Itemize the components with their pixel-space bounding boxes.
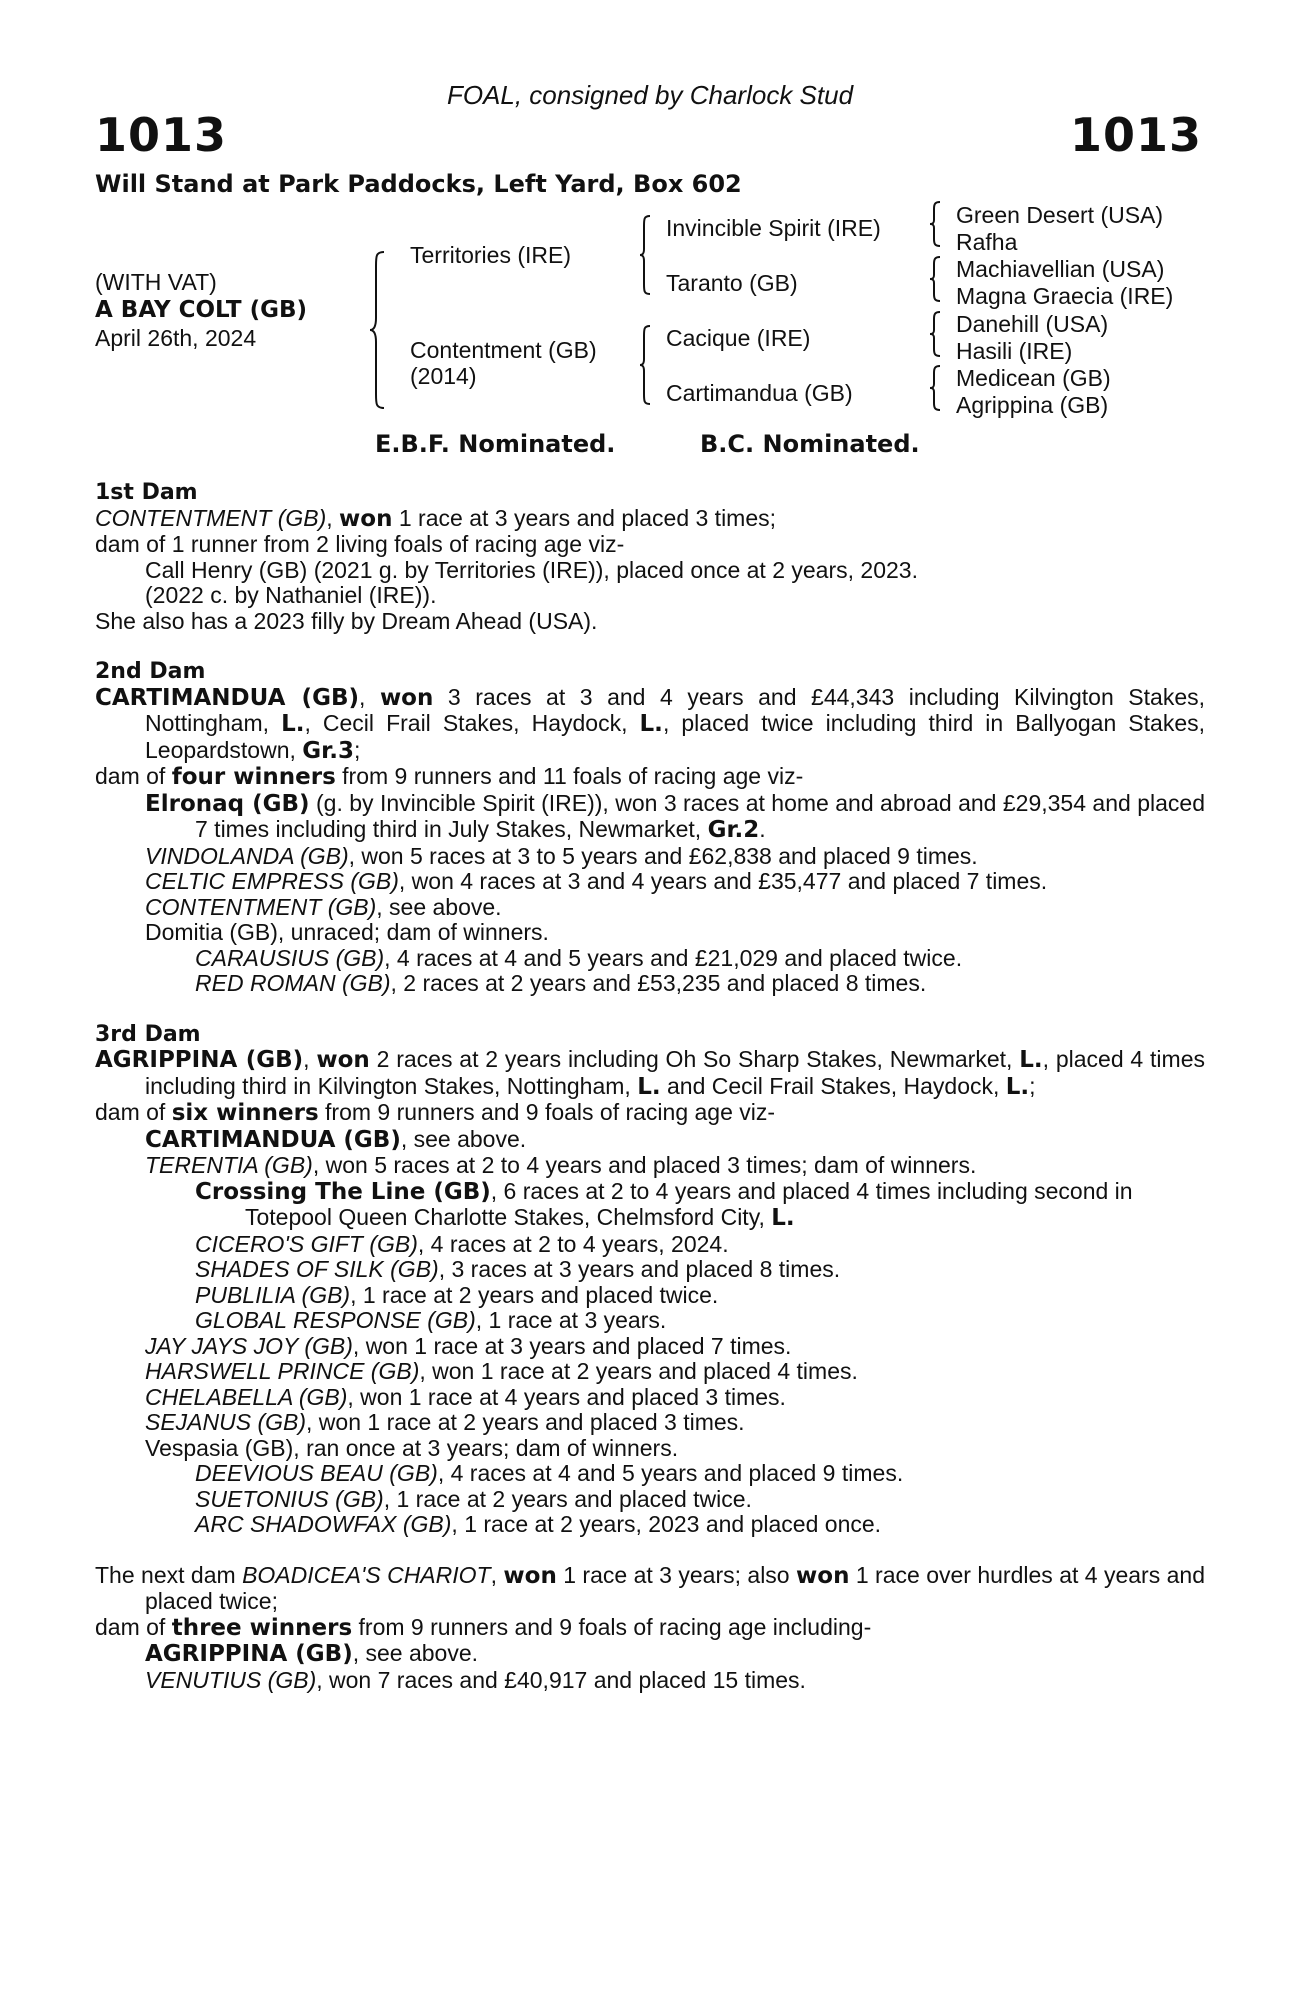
produce-entry: (2022 c. by Nathaniel (IRE)).: [145, 582, 437, 608]
pedigree-brace-g2: [928, 255, 942, 303]
pedigree-dam-year: (2014): [410, 363, 477, 389]
produce-entry: JAY JAYS JOY (GB), won 1 race at 3 years and placed 7 times.: [145, 1332, 792, 1359]
produce-entry: SEJANUS (GB), won 1 race at 2 years and placed 3 times.: [145, 1409, 745, 1435]
produce-entry: TERENTIA (GB), won 5 races at 2 to 4 years and placed 3 times; dam of winners.: [145, 1152, 977, 1178]
produce-entry: CHELABELLA (GB), won 1 race at 4 years and placed 3 times.: [145, 1383, 786, 1410]
pedigree-brace-g3: [928, 310, 942, 358]
second-dam-record: CARTIMANDUA (GB), won 3 races at 3 and 4 years and £44,343 including Kilvington Stakes, Nottingham, L., Cecil Frail Stakes, Haydock, L., placed twice including third in Ballyogan Stakes, Leopardstown, Gr.3;: [95, 683, 1206, 764]
produce-entry: CONTENTMENT (GB), see above.: [145, 893, 502, 920]
third-dam-produce-summary: dam of six winners from 9 runners and 9 foals of racing age viz-: [95, 1099, 776, 1126]
produce-entry: Vespasia (GB), ran once at 3 years; dam of winners.: [145, 1434, 679, 1461]
first-dam-note: She also has a 2023 filly by Dream Ahead (USA).: [95, 607, 598, 634]
vat-note: (WITH VAT): [95, 269, 217, 295]
dam-name: CONTENTMENT (GB): [95, 504, 327, 531]
first-dam-heading: 1st Dam: [95, 480, 198, 505]
grand-produce-entry: Crossing The Line (GB), 6 races at 2 to 4 years and placed 4 times including second in Totepool Queen Charlotte Stakes, Chelmsford City, L.: [195, 1177, 1133, 1231]
pedigree-g6: Hasili (IRE): [956, 338, 1073, 364]
consignor-line: FOAL, consigned by Charlock Stud: [446, 80, 854, 110]
horse-name: A BAY COLT (GB): [95, 297, 308, 323]
produce-entry: VENUTIUS (GB), won 7 races and £40,917 and placed 15 times.: [145, 1666, 806, 1693]
grand-produce-entry: SHADES OF SILK (GB), 3 races at 3 years and placed 8 times.: [195, 1256, 841, 1282]
horse-identity: [95, 268, 307, 352]
next-dam-record: The next dam BOADICEA'S CHARIOT, won 1 race at 3 years; also won 1 race over hurdles at 4 years and placed twice;: [95, 1561, 1205, 1614]
grand-produce-entry: DEEVIOUS BEAU (GB), 4 races at 4 and 5 years and placed 9 times.: [195, 1460, 904, 1486]
pedigree-g5: Danehill (USA): [956, 311, 1109, 337]
pedigree-g8: Agrippina (GB): [956, 392, 1109, 418]
catalogue-body: [95, 480, 1205, 1693]
produce-entry: CELTIC EMPRESS (GB), won 4 races at 3 and 4 years and £35,477 and placed 7 times.: [145, 868, 1048, 894]
second-dam-produce-summary: dam of four winners from 9 runners and 11 foals of racing age viz-: [95, 763, 804, 790]
pedigree-dam-dam: Cartimandua (GB): [666, 380, 853, 406]
pedigree-brace-g1: [928, 200, 942, 248]
produce-entry: AGRIPPINA (GB), see above.: [145, 1640, 479, 1667]
pedigree-brace-sire: [638, 214, 652, 296]
produce-entry: Domitia (GB), unraced; dam of winners.: [145, 919, 549, 945]
lot-number-right: 1013: [1069, 108, 1202, 162]
bc-nomination: B.C. Nominated.: [700, 430, 920, 458]
first-dam-produce-summary: dam of 1 runner from 2 living foals of racing age viz-: [95, 531, 625, 557]
pedigree-brace-dam: [638, 324, 652, 406]
second-dam-heading: 2nd Dam: [95, 659, 206, 684]
produce-entry: VINDOLANDA (GB), won 5 races at 3 to 5 years and £62,838 and placed 9 times.: [145, 842, 978, 869]
first-dam-record: CONTENTMENT (GB), won 1 race at 3 years and placed 3 times;: [95, 504, 777, 532]
produce-entry: Elronaq (GB) (g. by Invincible Spirit (IRE)), won 3 races at home and abroad and £29,354 and placed 7 times including third in July Stakes, Newmarket, Gr.2.: [145, 789, 1206, 843]
grand-produce-entry: SUETONIUS (GB), 1 race at 2 years and placed twice.: [195, 1485, 752, 1512]
pedigree-sire-dam: Taranto (GB): [666, 270, 798, 296]
pedigree-brace-main: [368, 250, 386, 410]
third-dam-record: AGRIPPINA (GB), won 2 races at 2 years including Oh So Sharp Stakes, Newmarket, L., placed 4 times including third in Kilvington Stakes, Nottingham, L. and Cecil Frail Stakes, Haydock, L.;: [95, 1046, 1205, 1100]
pedigree-g7: Medicean (GB): [956, 365, 1111, 391]
pedigree-g1: Green Desert (USA): [956, 202, 1164, 228]
pedigree-dam-sire: Cacique (IRE): [666, 325, 811, 351]
next-dam-produce-summary: dam of three winners from 9 runners and 9 foals of racing age including-: [95, 1613, 872, 1641]
produce-entry: HARSWELL PRINCE (GB), won 1 race at 2 years and placed 4 times.: [145, 1358, 858, 1384]
grand-produce-entry: RED ROMAN (GB), 2 races at 2 years and £53,235 and placed 8 times.: [195, 970, 927, 996]
produce-entry: Call Henry (GB) (2021 g. by Territories (IRE)), placed once at 2 years, 2023.: [145, 556, 918, 583]
grand-produce-entry: PUBLILIA (GB), 1 race at 2 years and placed twice.: [195, 1281, 719, 1308]
stand-location: Will Stand at Park Paddocks, Left Yard, Box 602: [95, 170, 742, 198]
pedigree-brace-g4: [928, 364, 942, 412]
pedigree-sire-sire: Invincible Spirit (IRE): [666, 215, 881, 241]
pedigree-dam-name: Contentment (GB): [410, 337, 597, 363]
grand-produce-entry: GLOBAL RESPONSE (GB), 1 race at 3 years.: [195, 1307, 667, 1333]
grand-produce-entry: CARAUSIUS (GB), 4 races at 4 and 5 years and £21,029 and placed twice.: [195, 944, 963, 971]
grand-produce-entry: CICERO'S GIFT (GB), 4 races at 2 to 4 years, 2024.: [195, 1230, 729, 1257]
pedigree-g2: Rafha: [956, 229, 1018, 255]
foaling-date: April 26th, 2024: [95, 325, 257, 351]
grand-produce-entry: ARC SHADOWFAX (GB), 1 race at 2 years, 2023 and placed once.: [195, 1511, 882, 1537]
pedigree-g3: Machiavellian (USA): [956, 256, 1165, 282]
ebf-nomination: E.B.F. Nominated.: [375, 430, 616, 458]
produce-entry: CARTIMANDUA (GB), see above.: [145, 1125, 527, 1153]
third-dam-heading: 3rd Dam: [95, 1021, 201, 1047]
pedigree-sire: Territories (IRE): [410, 242, 572, 268]
pedigree-dam: [410, 337, 597, 389]
pedigree-g4: Magna Graecia (IRE): [956, 283, 1174, 309]
lot-number-left: 1013: [95, 108, 228, 162]
